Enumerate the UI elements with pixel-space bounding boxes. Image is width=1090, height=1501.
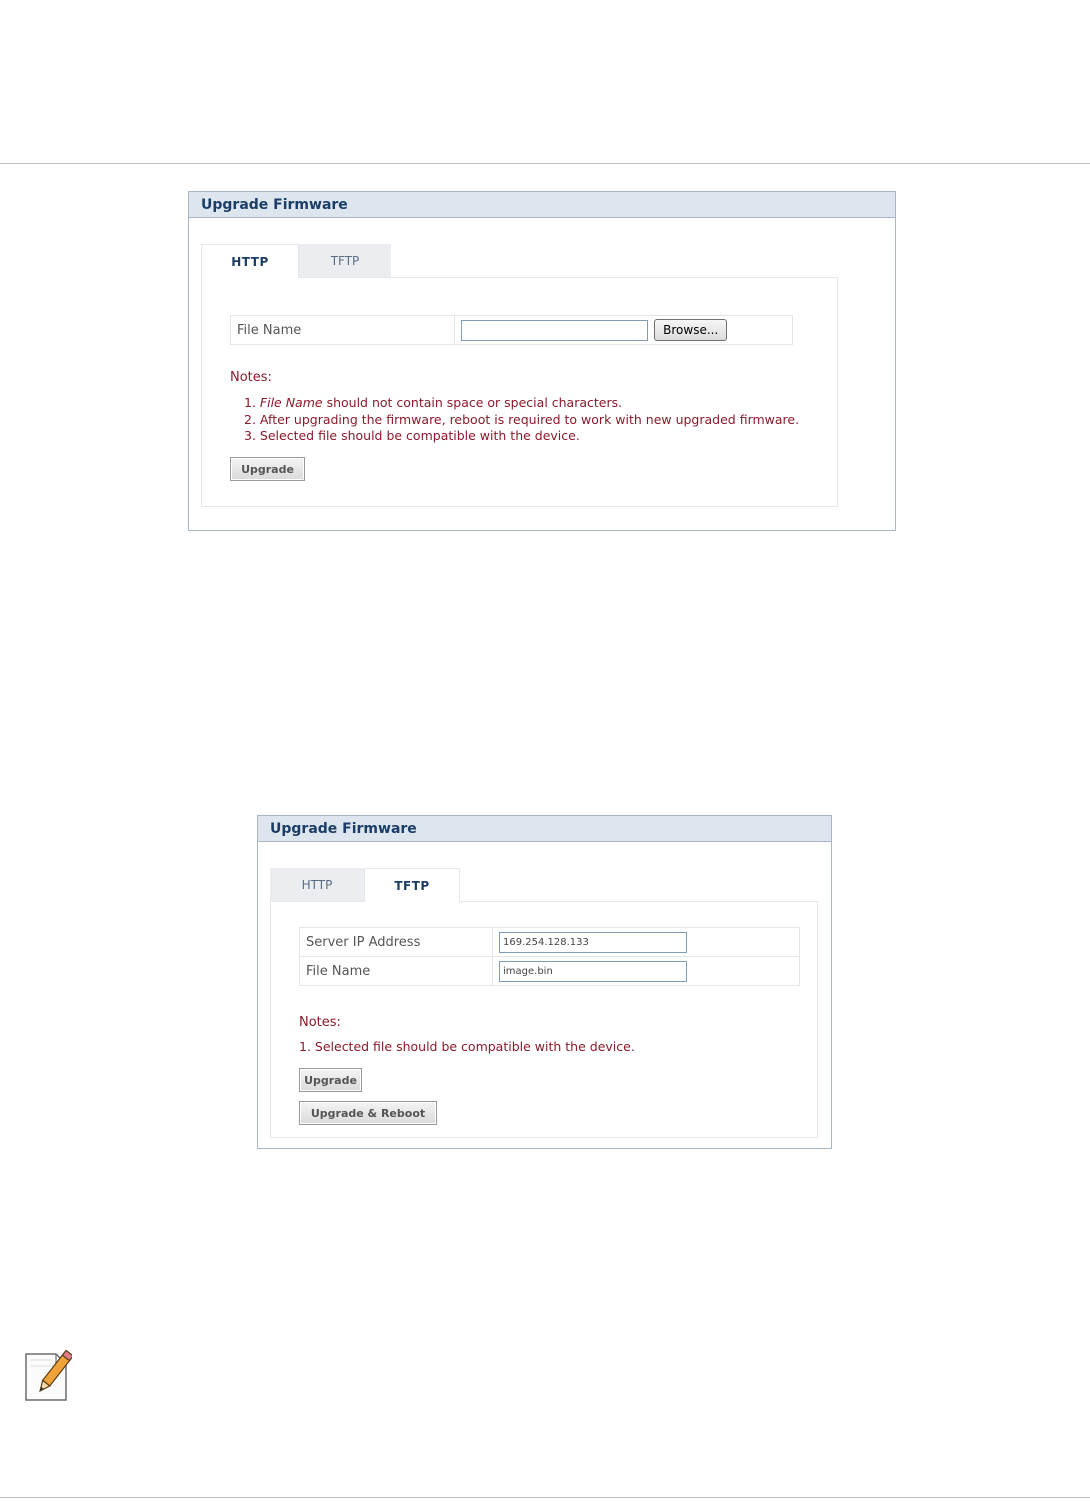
note-item: 3. Selected file should be compatible with the device. [244, 428, 580, 443]
upgrade-button[interactable]: Upgrade [230, 457, 305, 481]
server-ip-field[interactable] [499, 932, 687, 953]
panel-title: Upgrade Firmware [258, 816, 831, 842]
browse-button[interactable]: Browse... [654, 319, 727, 341]
notes-list [244, 395, 799, 445]
file-form-table [230, 315, 793, 345]
upgrade-button[interactable]: Upgrade [299, 1068, 362, 1092]
server-ip-label: Server IP Address [300, 928, 493, 957]
file-name-label: File Name [231, 316, 455, 345]
tab-content [270, 901, 818, 1138]
note-item: 2. After upgrading the firmware, reboot is required to work with new upgraded firmware. [244, 411, 800, 427]
upgrade-firmware-panel-tftp [257, 815, 832, 1149]
file-name-field[interactable] [461, 320, 648, 341]
table-row [231, 316, 793, 345]
footer-divider [0, 1497, 1090, 1498]
tab-bar [270, 868, 460, 902]
server-ip-cell [493, 928, 800, 957]
tab-content [201, 277, 838, 507]
tftp-form-table [299, 927, 800, 986]
notes-label: Notes: [230, 370, 272, 385]
header-divider [0, 163, 1090, 164]
note-pencil-icon [24, 1346, 72, 1402]
note-item: 1. File Name should not contain space or special characters. [244, 395, 623, 410]
file-name-label: File Name [300, 957, 493, 986]
tab-tftp[interactable]: TFTP [299, 244, 391, 278]
tab-bar [201, 244, 391, 278]
file-name-field[interactable] [499, 961, 687, 982]
upgrade-reboot-button[interactable]: Upgrade & Reboot [299, 1101, 437, 1125]
panel-title: Upgrade Firmware [189, 192, 895, 218]
tab-http[interactable]: HTTP [201, 244, 299, 278]
file-name-cell [493, 957, 800, 986]
note-item: 1. Selected file should be compatible with the device. [299, 1039, 635, 1054]
upgrade-firmware-panel-http [188, 191, 896, 531]
tab-tftp[interactable]: TFTP [364, 868, 460, 902]
table-row [300, 957, 800, 986]
file-input-cell [455, 316, 793, 345]
table-row [300, 928, 800, 957]
notes-label: Notes: [299, 1015, 341, 1030]
tab-http[interactable]: HTTP [270, 868, 364, 902]
